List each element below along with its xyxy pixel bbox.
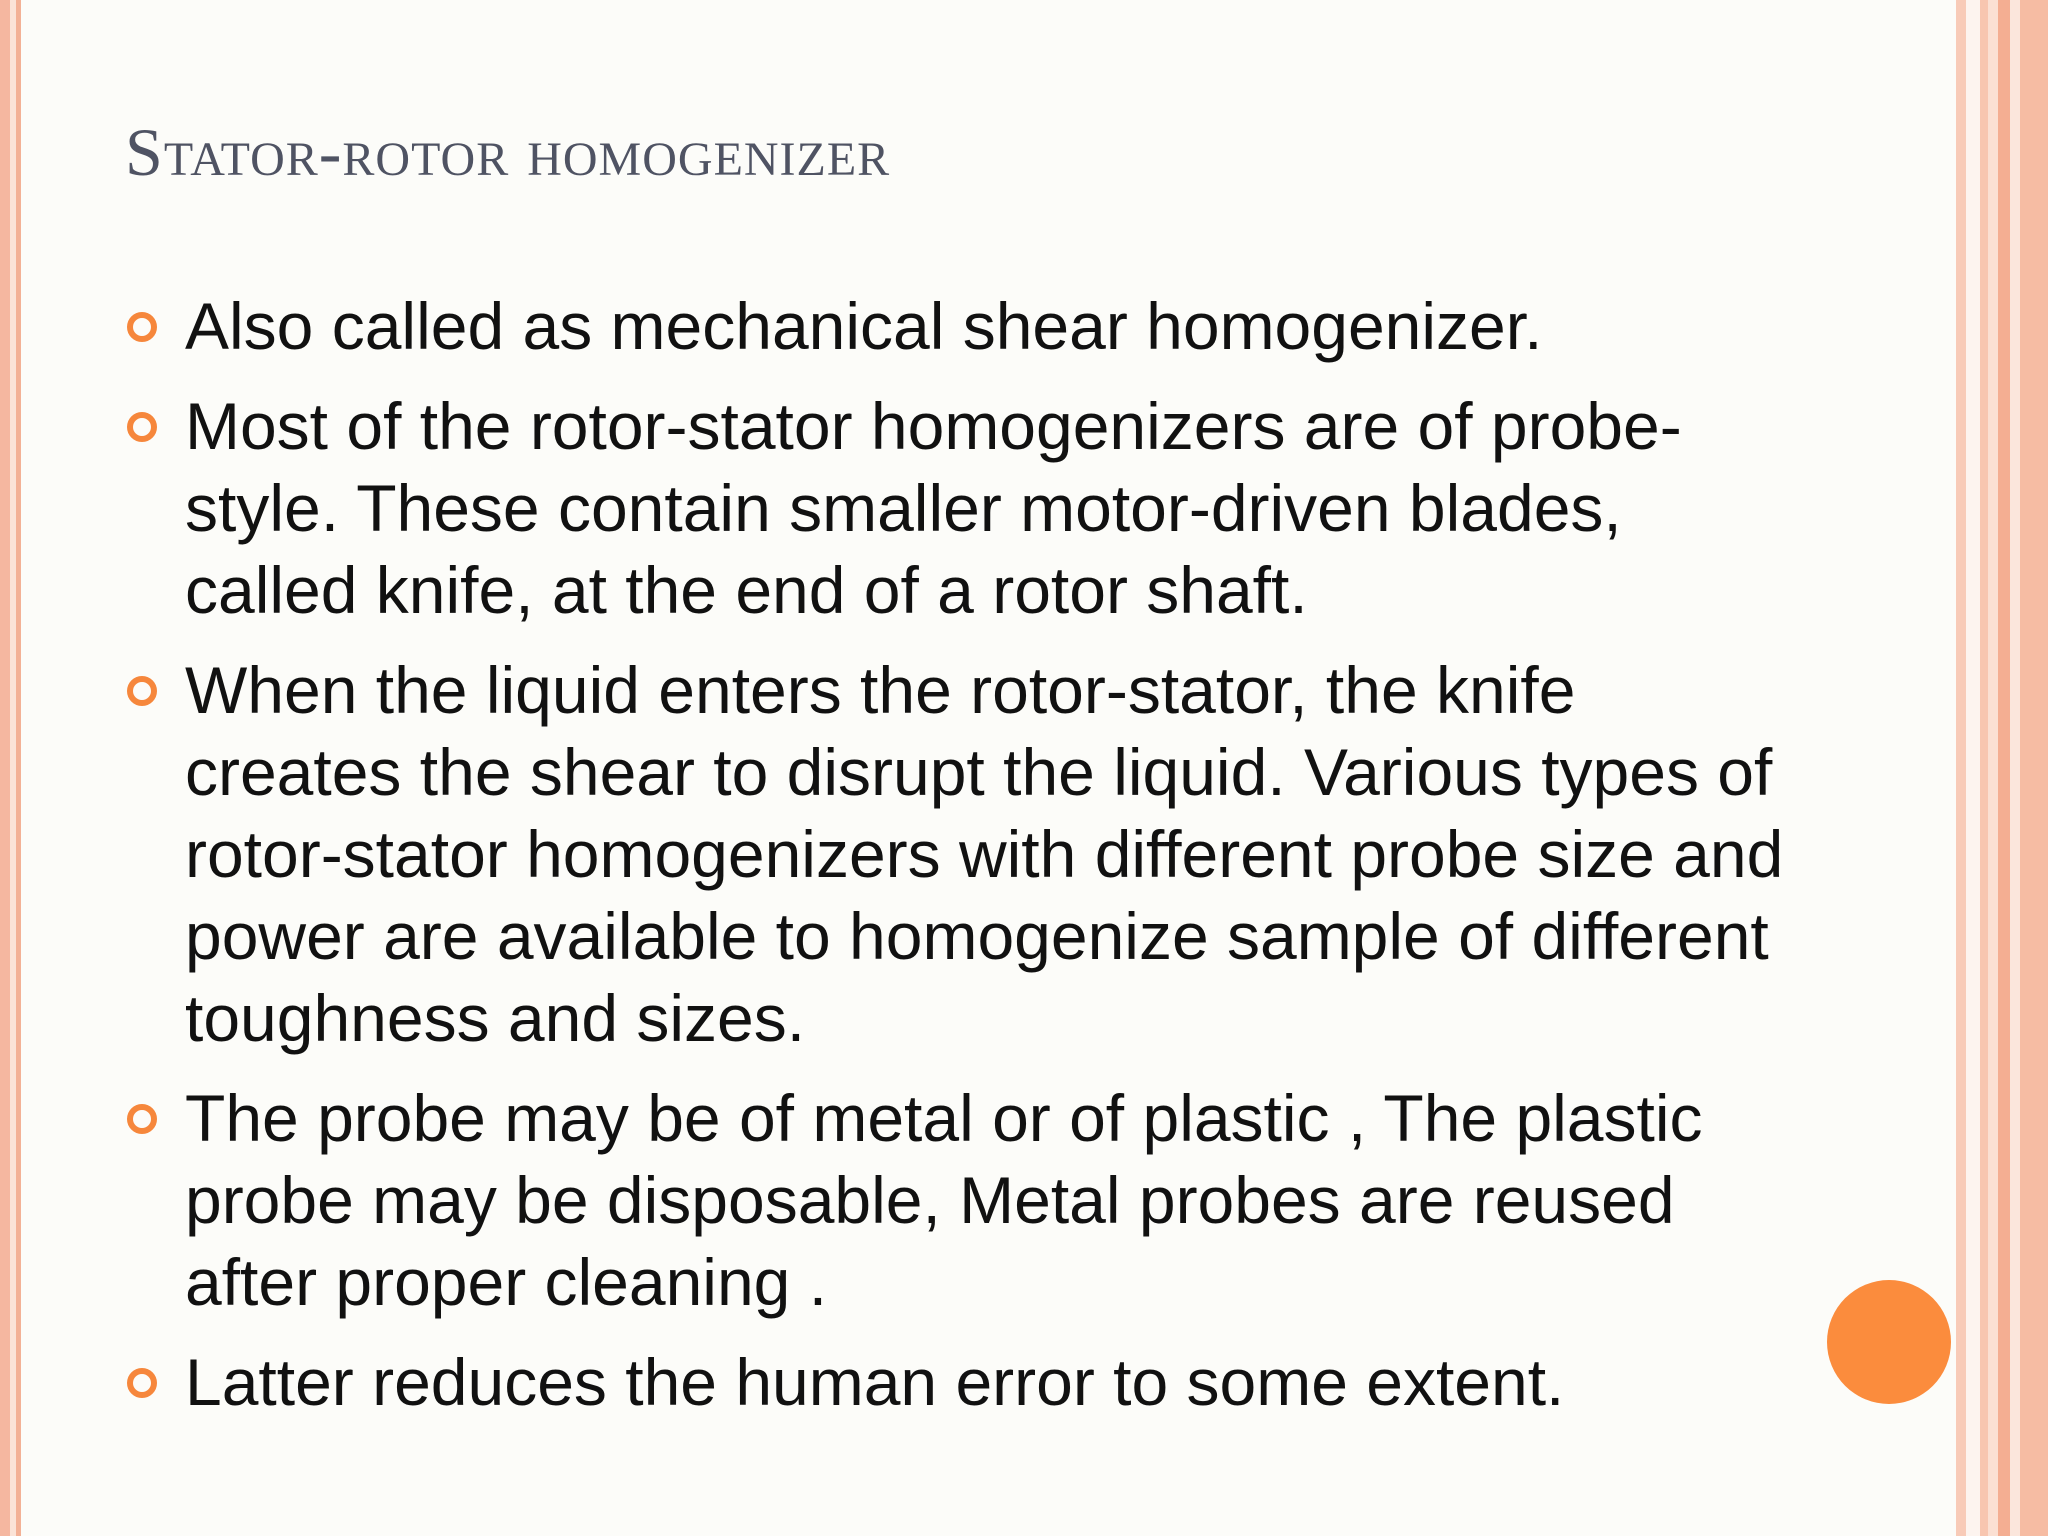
ring-bullet-icon — [127, 312, 157, 342]
ring-bullet-icon — [127, 1104, 157, 1134]
orange-circle-decoration — [1827, 1280, 1951, 1404]
right-border-stripe — [1998, 0, 2010, 1536]
bullet-text: Most of the rotor-stator homogenizers are of probe-style. These contain smaller motor-driven blades, called knife, at the end of a rotor shaft. — [185, 389, 1682, 627]
bullet-item — [125, 649, 1805, 1059]
bullet-item — [125, 385, 1805, 631]
slide-title: Stator-rotor homogenizer — [125, 114, 891, 190]
left-border-stripe — [16, 0, 21, 1536]
right-border-stripe — [1980, 0, 1988, 1536]
bullet-text: Latter reduces the human error to some extent. — [185, 1345, 1565, 1419]
bullet-list — [125, 285, 1805, 1441]
right-border-stripe — [2020, 0, 2048, 1536]
left-border-stripe — [0, 0, 10, 1536]
right-border-stripe — [1988, 0, 1998, 1536]
right-border-stripe — [1966, 0, 1980, 1536]
bullet-text: Also called as mechanical shear homogenizer. — [185, 289, 1543, 363]
ring-bullet-icon — [127, 412, 157, 442]
right-border-stripe — [2010, 0, 2020, 1536]
bullet-item — [125, 285, 1805, 367]
bullet-text: The probe may be of metal or of plastic , The plastic probe may be disposable, Metal probes are reused after proper cleaning . — [185, 1081, 1703, 1319]
ring-bullet-icon — [127, 676, 157, 706]
right-border-stripe — [1956, 0, 1966, 1536]
bullet-item — [125, 1341, 1805, 1423]
bullet-item — [125, 1077, 1805, 1323]
ring-bullet-icon — [127, 1368, 157, 1398]
bullet-text: When the liquid enters the rotor-stator, the knife creates the shear to disrupt the liquid. Various types of rotor-stator homogenizers with different probe size and power are available to homogenize sample of different toughness and sizes. — [185, 653, 1784, 1055]
